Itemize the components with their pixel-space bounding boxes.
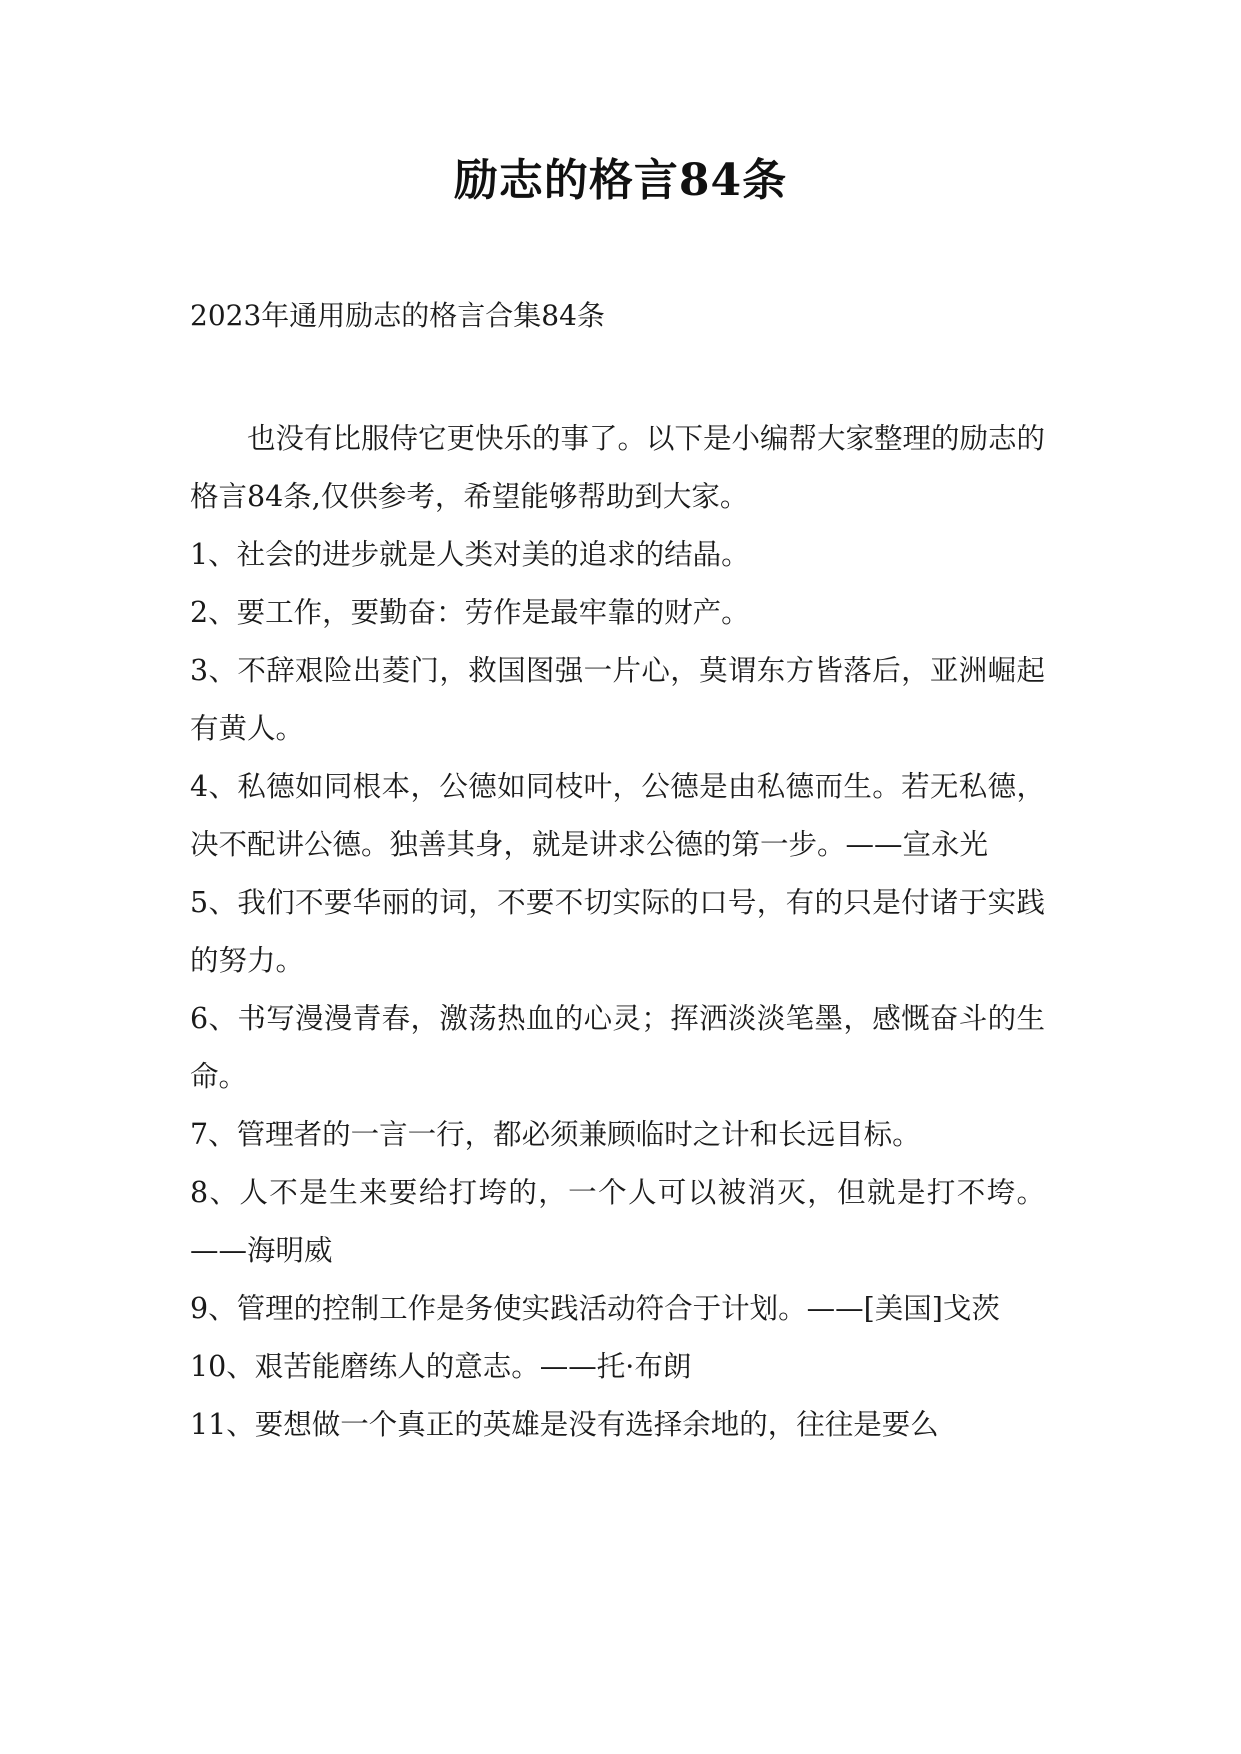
document-body <box>190 410 1045 1454</box>
intro-paragraph: 也没有比服侍它更快乐的事了。以下是小编帮大家整理的励志的格言84条,仅供参考，希望能够帮助到大家。 <box>190 422 1046 513</box>
quote-7: 7、管理者的一言一行，都必须兼顾临时之计和长远目标。 <box>190 1118 921 1151</box>
quote-1: 1、社会的进步就是人类对美的追求的结晶。 <box>190 538 750 571</box>
quote-9: 9、管理的控制工作是务使实践活动符合于计划。——[美国]戈茨 <box>190 1292 1000 1325</box>
document-title: 励志的格言84条 <box>453 155 788 206</box>
quote-11: 11、要想做一个真正的英雄是没有选择余地的，往往是要么 <box>190 1408 939 1441</box>
quote-6: 6、书写漫漫青春，激荡热血的心灵；挥洒淡淡笔墨，感慨奋斗的生命。 <box>190 1002 1045 1093</box>
quote-3: 3、不辞艰险出菱门，救国图强一片心，莫谓东方皆落后，亚洲崛起有黄人。 <box>190 654 1045 745</box>
quote-10: 10、艰苦能磨练人的意志。——托·布朗 <box>190 1350 692 1383</box>
document-subtitle: 2023年通用励志的格言合集84条 <box>190 299 605 332</box>
quote-5: 5、我们不要华丽的词，不要不切实际的口号，有的只是付诸于实践的努力。 <box>190 886 1045 977</box>
quote-4: 4、私德如同根本，公德如同枝叶，公德是由私德而生。若无私德，决不配讲公德。独善其身，就是讲求公德的第一步。——宣永光 <box>190 770 1045 861</box>
quote-2: 2、要工作，要勤奋：劳作是最牢靠的财产。 <box>190 596 750 629</box>
quote-8: 8、人不是生来要给打垮的，一个人可以被消灭，但就是打不垮。——海明威 <box>190 1176 1045 1267</box>
